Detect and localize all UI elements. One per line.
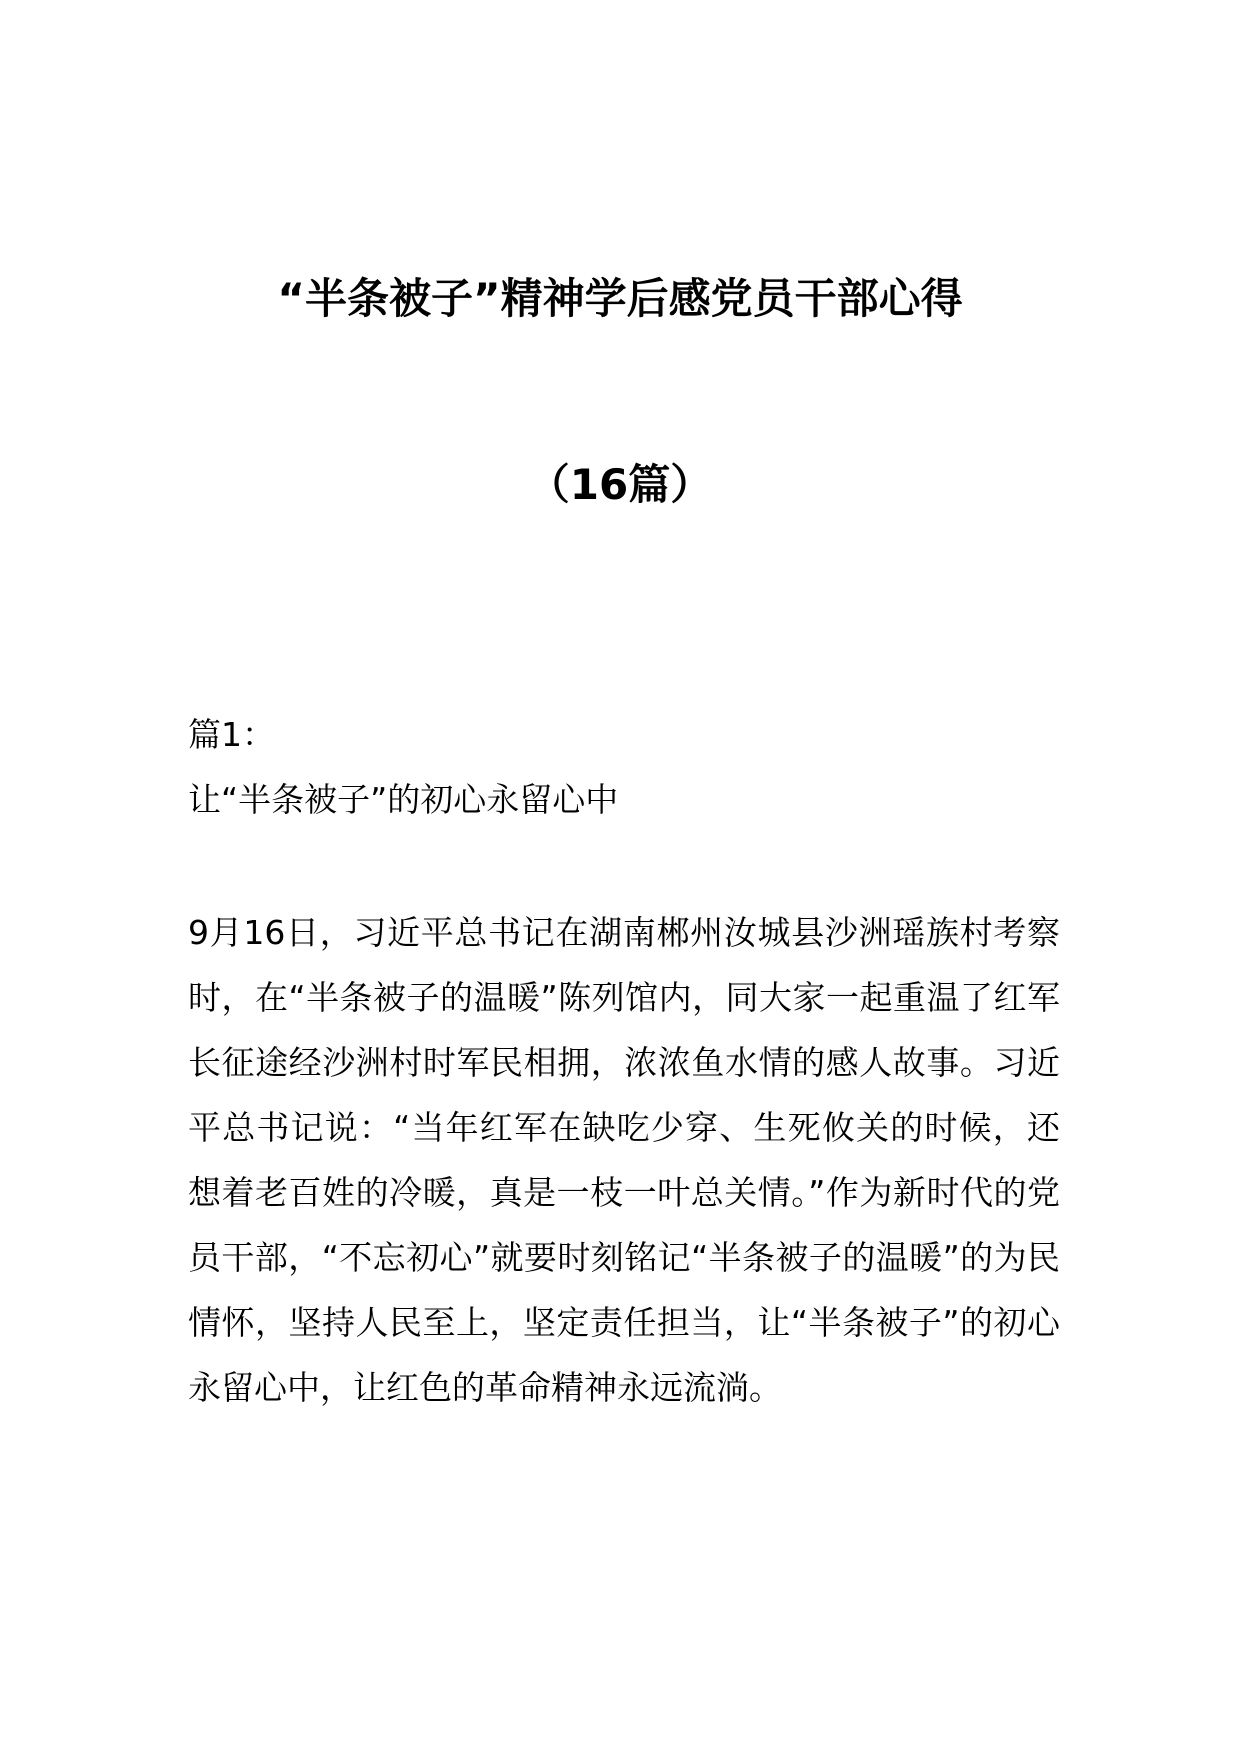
section-label: 篇1： — [188, 715, 275, 754]
body-paragraph: 9月16日，习近平总书记在湖南郴州汝城县沙洲瑶族村考察时，在“半条被子的温暖”陈列馆内，同大家一起重温了红军长征途经沙洲村时军民相拥，浓浓鱼水情的感人故事。习近平总书记说：“当年红军在缺吃少穿、生死攸关的时候，还想着老百姓的冷暖，真是一枝一叶总关情。”作为新时代的党员干部，“不忘初心”就要时刻铭记“半条被子的温暖”的为民情怀，坚持人民至上，坚定责任担当，让“半条被子”的初心永留心中，让红色的革命精神永远流淌。 — [188, 913, 1060, 1407]
document-title-count: （16篇） — [527, 460, 713, 509]
section-subtitle: 让“半条被子”的初心永留心中 — [188, 780, 619, 819]
document-title: “半条被子”精神学后感党员干部心得 — [277, 274, 963, 323]
